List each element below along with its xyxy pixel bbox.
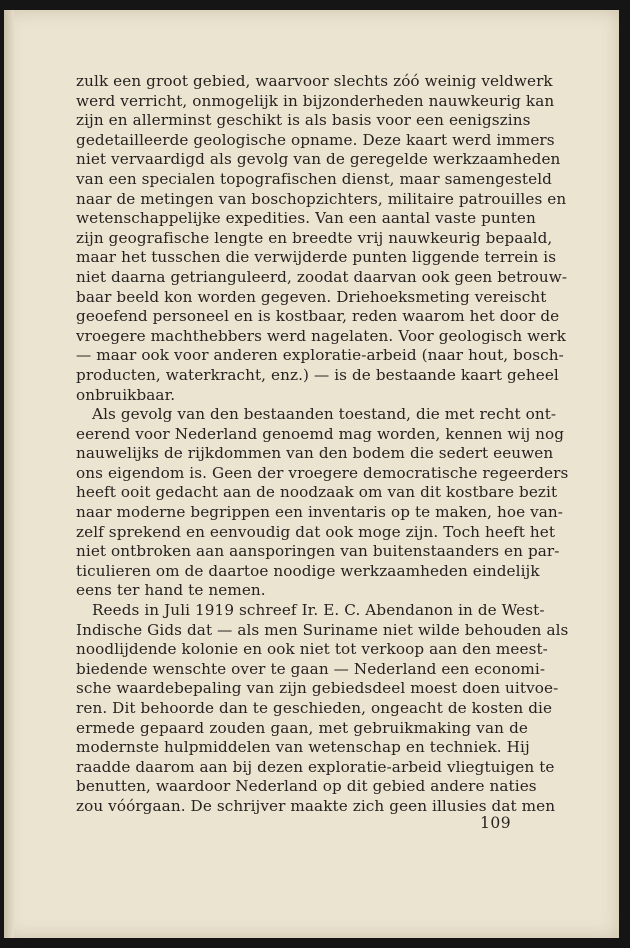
text-line: ticulieren om de daartoe noodige werkzaamheden eindelijk — [76, 561, 540, 580]
text-line: eens ter hand te nemen. — [76, 581, 266, 600]
text-line: nauwelijks de rijkdommen van den bodem die sedert eeuwen — [76, 444, 554, 463]
text-line: — maar ook voor anderen exploratie-arbeid (naar hout, bosch- — [76, 346, 564, 365]
text-line: zelf sprekend en eenvoudig dat ook moge zijn. Toch heeft het — [76, 522, 556, 541]
body-text — [76, 72, 569, 817]
text-line: maar het tusschen die verwijderde punten liggende terrein is — [76, 248, 557, 267]
text-line: modernste hulpmiddelen van wetenschap en techniek. Hij — [76, 738, 530, 757]
text-line: eerend voor Nederland genoemd mag worden, kennen wij nog — [76, 424, 565, 443]
text-line: baar beeld kon worden gegeven. Driehoeksmeting vereischt — [76, 287, 547, 306]
text-line: sche waardebepaling van zijn gebiedsdeel moest doen uitvoe- — [76, 679, 559, 698]
text-line: ons eigendom is. Geen der vroegere democratische regeerders — [76, 463, 569, 482]
text-line: benutten, waardoor Nederland op dit gebied andere naties — [76, 777, 537, 796]
text-line: raadde daarom aan bij dezen exploratie-arbeid vliegtuigen te — [76, 757, 555, 776]
text-line: noodlijdende kolonie en ook niet tot verkoop aan den meest- — [76, 640, 548, 659]
text-line: niet daarna getrianguleerd, zoodat daarvan ook geen betrouw- — [76, 267, 568, 286]
page-binding-edge — [4, 10, 14, 938]
text-line: wetenschappelijke expedities. Van een aantal vaste punten — [76, 209, 536, 228]
text-line: onbruikbaar. — [76, 385, 176, 404]
text-line: naar de metingen van boschopzichters, militaire patrouilles en — [76, 189, 567, 208]
text-line: biedende wenschte over te gaan — Nederland een economi- — [76, 659, 546, 678]
text-line: niet vervaardigd als gevolg van de geregelde werkzaamheden — [76, 150, 561, 169]
text-line: heeft ooit gedacht aan de noodzaak om van dit kostbare bezit — [76, 483, 558, 502]
text-line: zulk een groot gebied, waarvoor slechts zóó weinig veldwerk — [76, 72, 553, 90]
text-line: zijn en allerminst geschikt is als basis voor een eenigszins — [76, 111, 531, 130]
text-line: zijn geografische lengte en breedte vrij nauwkeurig bepaald, — [76, 228, 553, 247]
text-line: Als gevolg van den bestaanden toestand, die met recht ont- — [92, 405, 557, 424]
text-line: geoefend personeel en is kostbaar, reden waarom het door de — [76, 307, 560, 326]
text-line: ermede gepaard zouden gaan, met gebruikmaking van de — [76, 718, 528, 737]
text-line: Reeds in Juli 1919 schreef Ir. E. C. Abendanon in de West- — [92, 601, 545, 620]
text-line: gedetailleerde geologische opname. Deze kaart werd immers — [76, 130, 555, 149]
text-line: Indische Gids dat — als men Suriname niet wilde behouden als — [76, 620, 569, 639]
text-line: producten, waterkracht, enz.) — is de bestaande kaart geheel — [76, 365, 559, 384]
text-line: niet ontbroken aan aansporingen van buitenstaanders en par- — [76, 542, 560, 561]
text-line: vroegere machthebbers werd nagelaten. Voor geologisch werk — [76, 326, 567, 345]
page-number: 109 — [480, 814, 512, 832]
text-line: naar moderne begrippen een inventaris op te maken, hoe van- — [76, 503, 564, 522]
text-line: zou vóórgaan. De schrijver maakte zich geen illusies dat men — [76, 796, 556, 815]
text-line: ren. Dit behoorde dan te geschieden, ongeacht de kosten die — [76, 699, 553, 717]
text-line: werd verricht, onmogelijk in bijzonderheden nauwkeurig kan — [76, 91, 555, 110]
text-line: van een specialen topografischen dienst, maar samengesteld — [76, 169, 553, 188]
